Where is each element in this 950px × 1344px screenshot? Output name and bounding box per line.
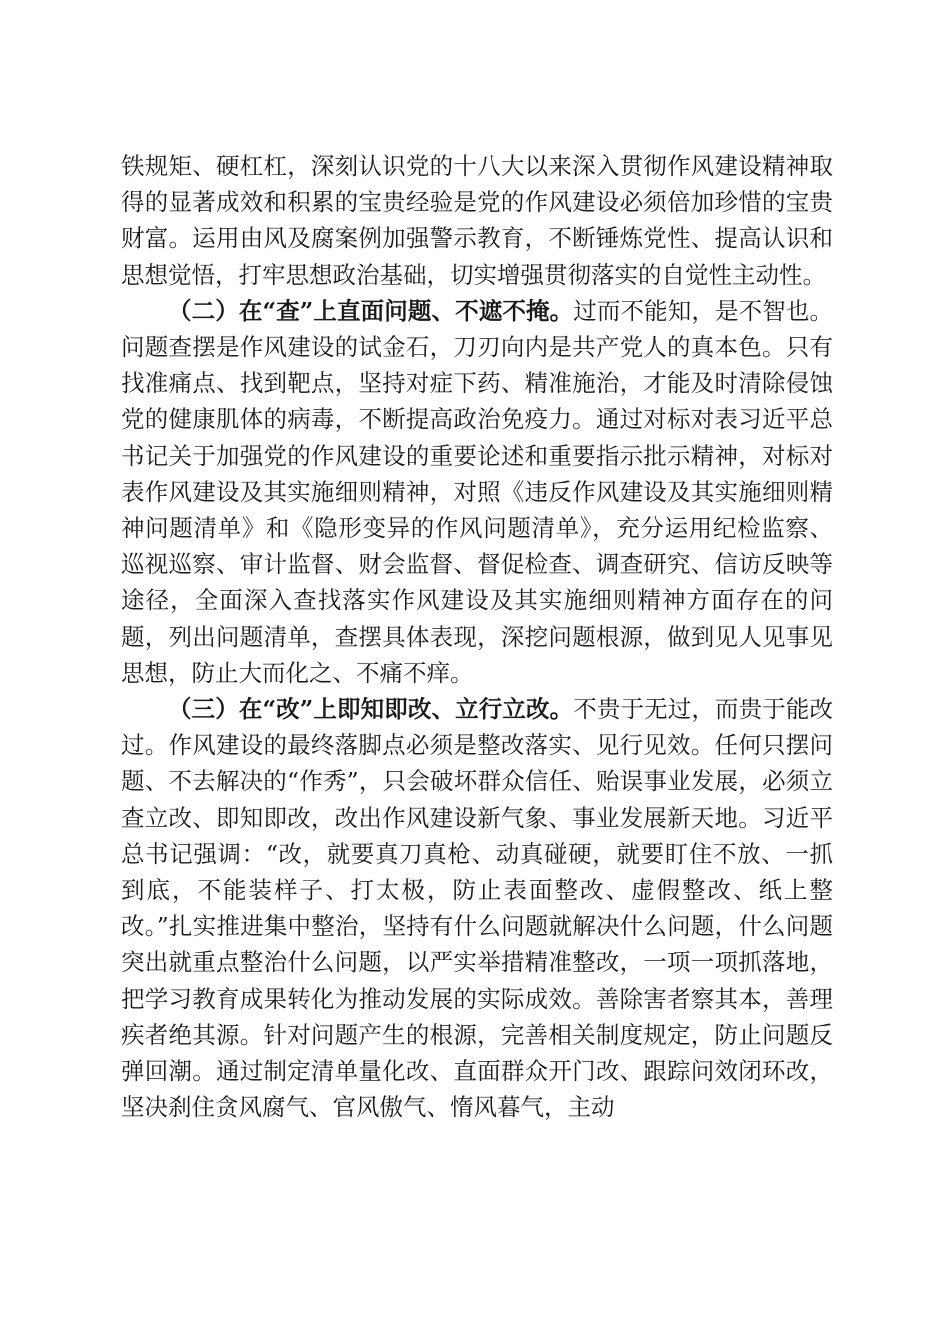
section-heading-cha: （二）在“查”上直面问题、不遮不掩。 [168, 296, 574, 325]
document-page [121, 148, 833, 1125]
paragraph-3-body: 不贵于无过，而贵于能改过。作风建设的最终落脚点必须是整改落实、见行见效。任何只摆问题、不去解决的“作秀”，只会破坏群众信任、贻误事业发展，必须立查立改、即知即改，改出作风建设新气象、事业发展新天地。习近平总书记强调：“改，就要真刀真枪、动真碰硬，就要盯住不放、一抓到底，不能装样子、打太极，防止表面整改、虚假整改、纸上整改。”扎实推进集中整治，坚持有什么问题就解决什么问题，什么问题突出就重点整治什么问题，以严实举措精准整改，一项一项抓落地，把学习教育成果转化为推动发展的实际成效。善除害者察其本，善理疾者绝其源。针对问题产生的根源，完善相关制度规定，防止问题反弹回潮。通过制定清单量化改、直面群众开门改、跟踪问效闭环改，坚决刹住贪风腐气、官风傲气、惰风暮气，主动 [121, 695, 833, 1122]
paragraph-2 [121, 293, 833, 691]
paragraph-1-body: 铁规矩、硬杠杠，深刻认识党的十八大以来深入贯彻作风建设精神取得的显著成效和积累的宝贵经验是党的作风建设必须倍加珍惜的宝贵财富。运用由风及腐案例加强警示教育，不断锤炼党性、提高认识和思想觉悟，打牢思想政治基础，切实增强贯彻落实的自觉性主动性。 [121, 152, 833, 289]
paragraph-1 [121, 148, 833, 293]
section-heading-gai: （三）在“改”上即知即改、立行立改。 [168, 695, 574, 724]
paragraph-2-body: 过而不能知，是不智也。问题查摆是作风建设的试金石，刀刃向内是共产党人的真本色。只有找准痛点、找到靶点，坚持对症下药、精准施治，才能及时清除侵蚀党的健康肌体的病毒，不断提高政治免疫力。通过对标对表习近平总书记关于加强党的作风建设的重要论述和重要指示批示精神，对标对表作风建设及其实施细则精神，对照《违反作风建设及其实施细则精神问题清单》和《隐形变异的作风问题清单》，充分运用纪检监察、巡视巡察、审计监督、财会监督、督促检查、调查研究、信访反映等途径，全面深入查找落实作风建设及其实施细则精神方面存在的问题，列出问题清单，查摆具体表现，深挖问题根源，做到见人见事见思想，防止大而化之、不痛不痒。 [121, 296, 833, 687]
paragraph-3 [121, 691, 833, 1125]
